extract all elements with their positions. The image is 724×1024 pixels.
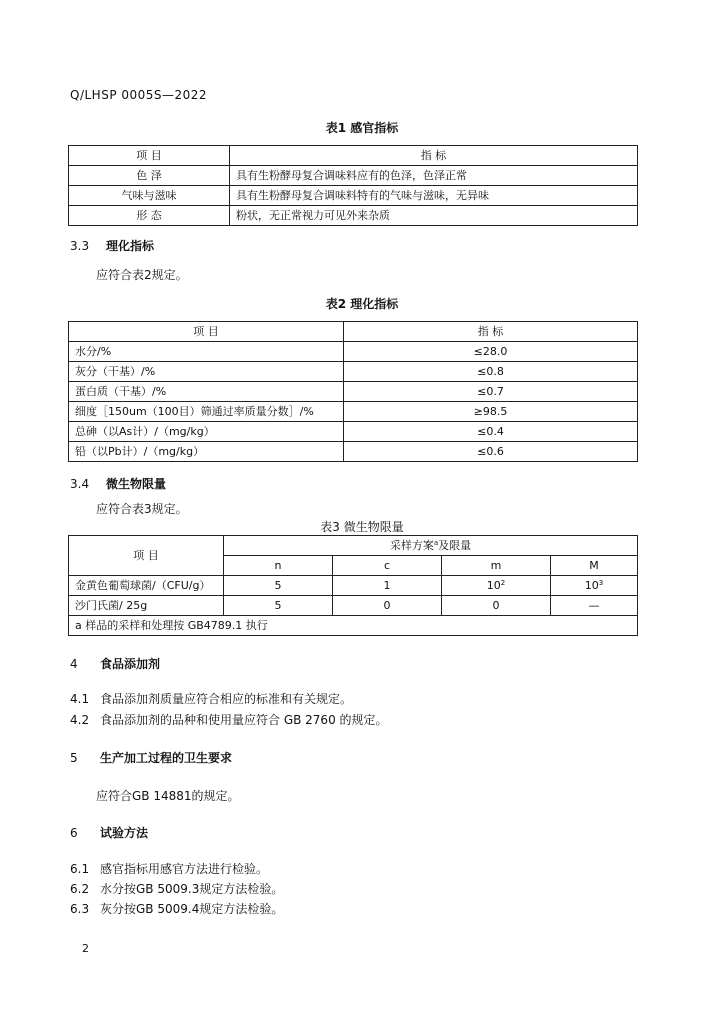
table-cell: 0 — [442, 596, 551, 616]
table-cell: 总砷（以As计）/（mg/kg） — [69, 422, 344, 442]
table1-caption: 表1 感官指标 — [325, 121, 399, 135]
list-item: 6.1 感官指标用感官方法进行检验。 — [70, 862, 269, 876]
paragraph: 应符合GB 14881的规定。 — [96, 789, 240, 803]
table-cell: ≤0.8 — [344, 362, 638, 382]
table-cell: 具有生粉酵母复合调味料应有的色泽，色泽正常 — [230, 166, 638, 186]
table-header-row — [69, 146, 638, 166]
table-cell: ≤0.7 — [344, 382, 638, 402]
table-row — [69, 382, 638, 402]
paragraph: 应符合表2规定。 — [96, 268, 188, 282]
table-row — [69, 342, 638, 362]
column-header: 指 标 — [344, 322, 638, 342]
table-cell: 铅（以Pb计）/（mg/kg） — [69, 442, 344, 462]
section-heading: 4 食品添加剂 — [70, 657, 161, 671]
column-header: M — [551, 556, 638, 576]
table-cell: 色 泽 — [69, 166, 230, 186]
table-cell: 蛋白质（干基）/% — [69, 382, 344, 402]
table3-caption: 表3 微生物限量 — [320, 520, 404, 534]
table3 — [68, 535, 638, 636]
section-heading: 6 试验方法 — [70, 826, 149, 840]
section-heading: 3.3 理化指标 — [70, 239, 155, 253]
table-row — [69, 402, 638, 422]
column-header: 项 目 — [69, 536, 224, 576]
table-cell: ≥98.5 — [344, 402, 638, 422]
table-cell: 水分/% — [69, 342, 344, 362]
table-cell: 1 — [333, 576, 442, 596]
column-header: 项 目 — [69, 322, 344, 342]
table-row — [69, 206, 638, 226]
table-cell: — — [551, 596, 638, 616]
table-row — [69, 362, 638, 382]
table-cell: 5 — [224, 576, 333, 596]
table-cell: 灰分（干基）/% — [69, 362, 344, 382]
column-header: m — [442, 556, 551, 576]
table-row — [69, 166, 638, 186]
column-header: 项 目 — [69, 146, 230, 166]
document-header: Q/LHSP 0005S—2022 — [70, 88, 208, 102]
table-row — [69, 442, 638, 462]
table-row — [69, 186, 638, 206]
table-cell: 细度［150um（100目）筛通过率质量分数］/% — [69, 402, 344, 422]
list-item: 6.2 水分按GB 5009.3规定方法检验。 — [70, 882, 284, 896]
table-cell: 具有生粉酵母复合调味料特有的气味与滋味，无异味 — [230, 186, 638, 206]
section-heading: 3.4 微生物限量 — [70, 477, 167, 491]
table-cell: ≤0.4 — [344, 422, 638, 442]
table-row — [69, 422, 638, 442]
list-item: 4.1 食品添加剂质量应符合相应的标准和有关规定。 — [70, 692, 353, 706]
table2-caption: 表2 理化指标 — [325, 297, 399, 311]
table-cell: $10^2$ — [442, 576, 551, 596]
table-cell: ≤0.6 — [344, 442, 638, 462]
table-cell: 5 — [224, 596, 333, 616]
column-header: 采样方案$^a$及限量 — [224, 536, 638, 556]
table-cell: $10^3$ — [551, 576, 638, 596]
page-number: 2 — [82, 942, 89, 955]
table-cell: ≤28.0 — [344, 342, 638, 362]
table-cell: 粉状，无正常视力可见外来杂质 — [230, 206, 638, 226]
table-note-row — [69, 616, 638, 636]
table2 — [68, 321, 638, 462]
table-cell: 气味与滋味 — [69, 186, 230, 206]
paragraph: 应符合表3规定。 — [96, 502, 188, 516]
table1 — [68, 145, 638, 226]
table-header-row — [69, 322, 638, 342]
column-header: 指 标 — [230, 146, 638, 166]
table-header-row — [69, 536, 638, 556]
table-row — [69, 576, 638, 596]
table-note: a 样品的采样和处理按 GB4789.1 执行 — [69, 616, 638, 636]
table-cell: 金黄色葡萄球菌/（CFU/g） — [69, 576, 224, 596]
section-heading: 5 生产加工过程的卫生要求 — [70, 751, 233, 765]
table-row — [69, 596, 638, 616]
table-cell: 0 — [333, 596, 442, 616]
table-cell: 沙门氏菌/ 25g — [69, 596, 224, 616]
column-header: c — [333, 556, 442, 576]
list-item: 6.3 灰分按GB 5009.4规定方法检验。 — [70, 902, 284, 916]
column-header: n — [224, 556, 333, 576]
list-item: 4.2 食品添加剂的品种和使用量应符合 GB 2760 的规定。 — [70, 713, 388, 727]
table-cell: 形 态 — [69, 206, 230, 226]
